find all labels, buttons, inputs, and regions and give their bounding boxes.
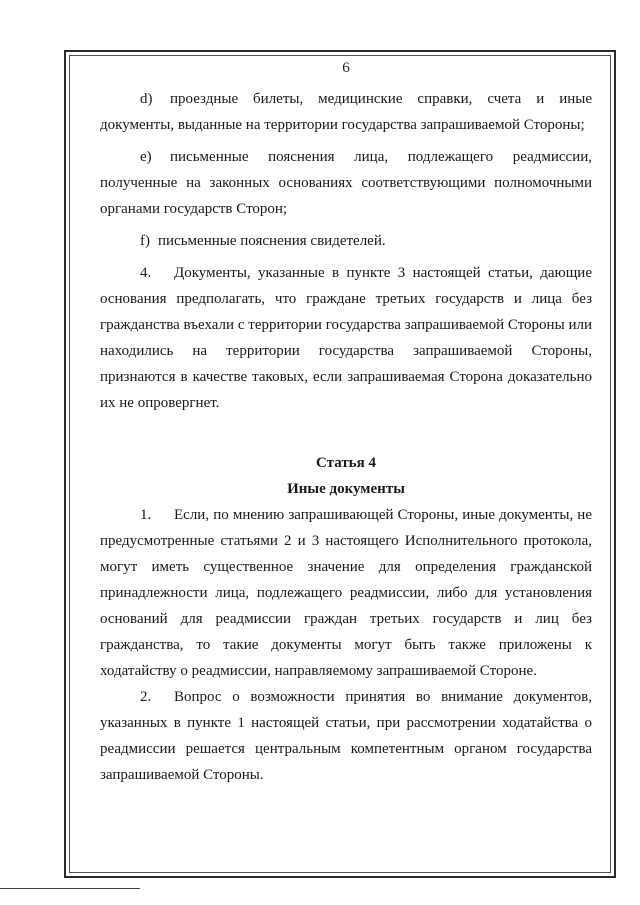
list-item-e bbox=[100, 144, 592, 222]
paragraph-text: Если, по мнению запрашивающей Стороны, иные документы, не предусмотренные статьями 2 и 3 настоящего Исполнительного протокола, могут иметь существенное значение для определения гражданской принадлежности лица, подлежащего реадмиссии, либо для установления оснований для реадмиссии граждан третьих государств и лиц без гражданства, то такие документы могут быть также приложены к ходатайству о реадмиссии, направляемому запрашиваемой Стороне. bbox=[100, 507, 592, 679]
bottom-rule bbox=[0, 888, 140, 889]
article-title: Иные документы bbox=[287, 481, 405, 497]
list-marker: f) bbox=[140, 233, 150, 249]
list-item-text: письменные пояснения свидетелей. bbox=[158, 233, 386, 249]
list-item-text: проездные билеты, медицинские справки, счета и иные документы, выданные на территории государства запрашиваемой Стороны; bbox=[100, 91, 592, 133]
article-paragraph-1 bbox=[100, 502, 592, 684]
paragraph-4 bbox=[100, 260, 592, 416]
list-item-f bbox=[100, 228, 592, 254]
list-item-text: письменные пояснения лица, подлежащего реадмиссии, полученные на законных основаниях соответствующими полномочными органами государств Сторон; bbox=[100, 149, 592, 217]
section-gap bbox=[100, 416, 592, 450]
paragraph-text: Вопрос о возможности принятия во внимание документов, указанных в пункте 1 настоящей статьи, при рассмотрении ходатайства о реадмиссии решается центральным компетентным органом государства запрашиваемой Стороны. bbox=[100, 689, 592, 783]
document-body bbox=[100, 58, 592, 788]
article-paragraph-2 bbox=[100, 684, 592, 788]
paragraph-number: 2. bbox=[140, 689, 152, 705]
paragraph-number: 1. bbox=[140, 507, 152, 523]
list-marker: d) bbox=[140, 91, 153, 107]
page-number: 6 bbox=[342, 60, 350, 76]
paragraph-text: Документы, указанные в пункте 3 настоящей статьи, дающие основания предполагать, что граждане третьих государств и лица без гражданства въехали с территории государства запрашиваемой Стороны или находились на территории государства запрашиваемой Стороны, признаются в качестве таковых, если запрашиваемая Сторона доказательно их не опровергнет. bbox=[100, 265, 592, 411]
list-marker: e) bbox=[140, 149, 152, 165]
paragraph-number: 4. bbox=[140, 265, 152, 281]
article-number: Статья 4 bbox=[316, 455, 376, 471]
list-item-d bbox=[100, 86, 592, 138]
